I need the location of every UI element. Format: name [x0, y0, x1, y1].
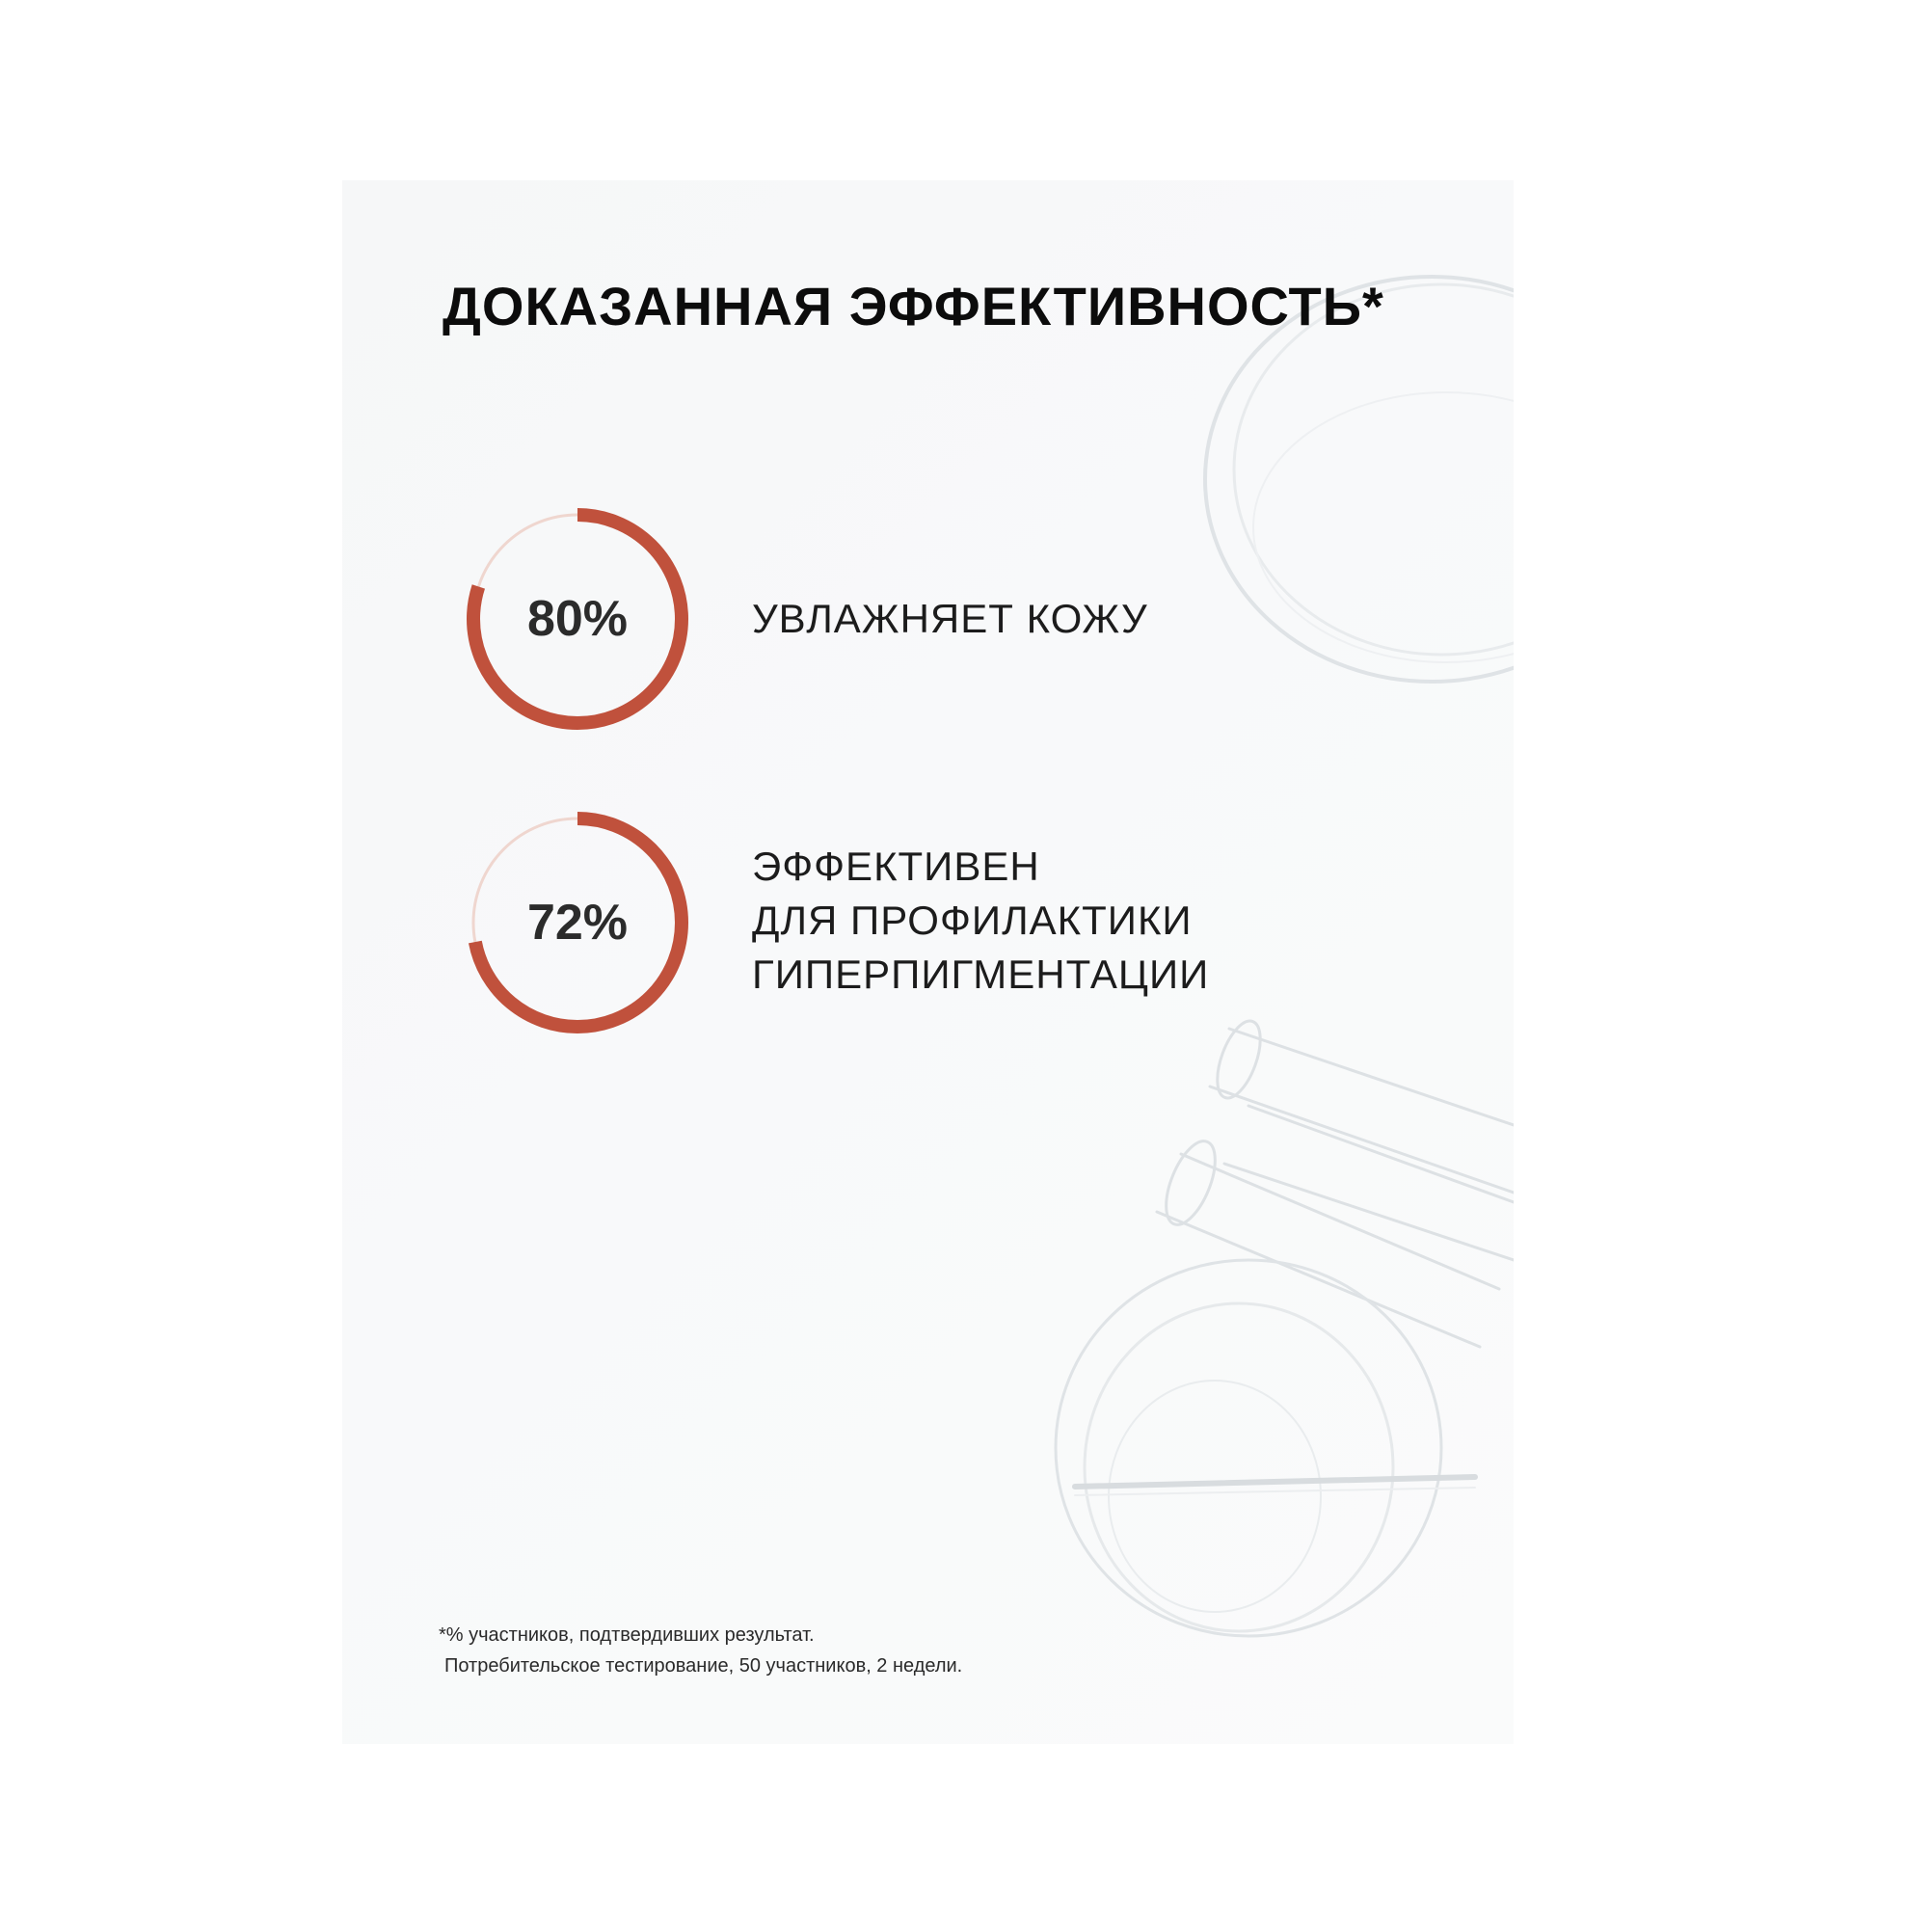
stat-value: 72%: [526, 895, 629, 951]
footnote-line: *% участников, подтвердивших результат.: [439, 1624, 815, 1646]
stat-label-moisturize: [752, 592, 1148, 646]
footnote: [439, 1620, 962, 1681]
page-title: ДОКАЗАННАЯ ЭФФЕКТИВНОСТЬ*: [443, 276, 1384, 336]
stat-label-line: УВЛАЖНЯЕТ КОЖУ: [752, 596, 1148, 641]
stat-ring-moisturize: [466, 507, 689, 731]
stat-label-line: ЭФФЕКТИВЕН: [752, 844, 1040, 889]
footnote-line: Потребительское тестирование, 50 участников, 2 недели.: [444, 1655, 963, 1677]
stat-label-line: ГИПЕРПИГМЕНТАЦИИ: [752, 952, 1210, 997]
stat-value: 80%: [526, 591, 629, 647]
stat-label-hyperpigmentation: [752, 840, 1209, 1002]
stat-ring-hyperpigmentation: [466, 811, 689, 1034]
stat-label-line: ДЛЯ ПРОФИЛАКТИКИ: [752, 898, 1193, 943]
infographic-card: [342, 180, 1514, 1744]
